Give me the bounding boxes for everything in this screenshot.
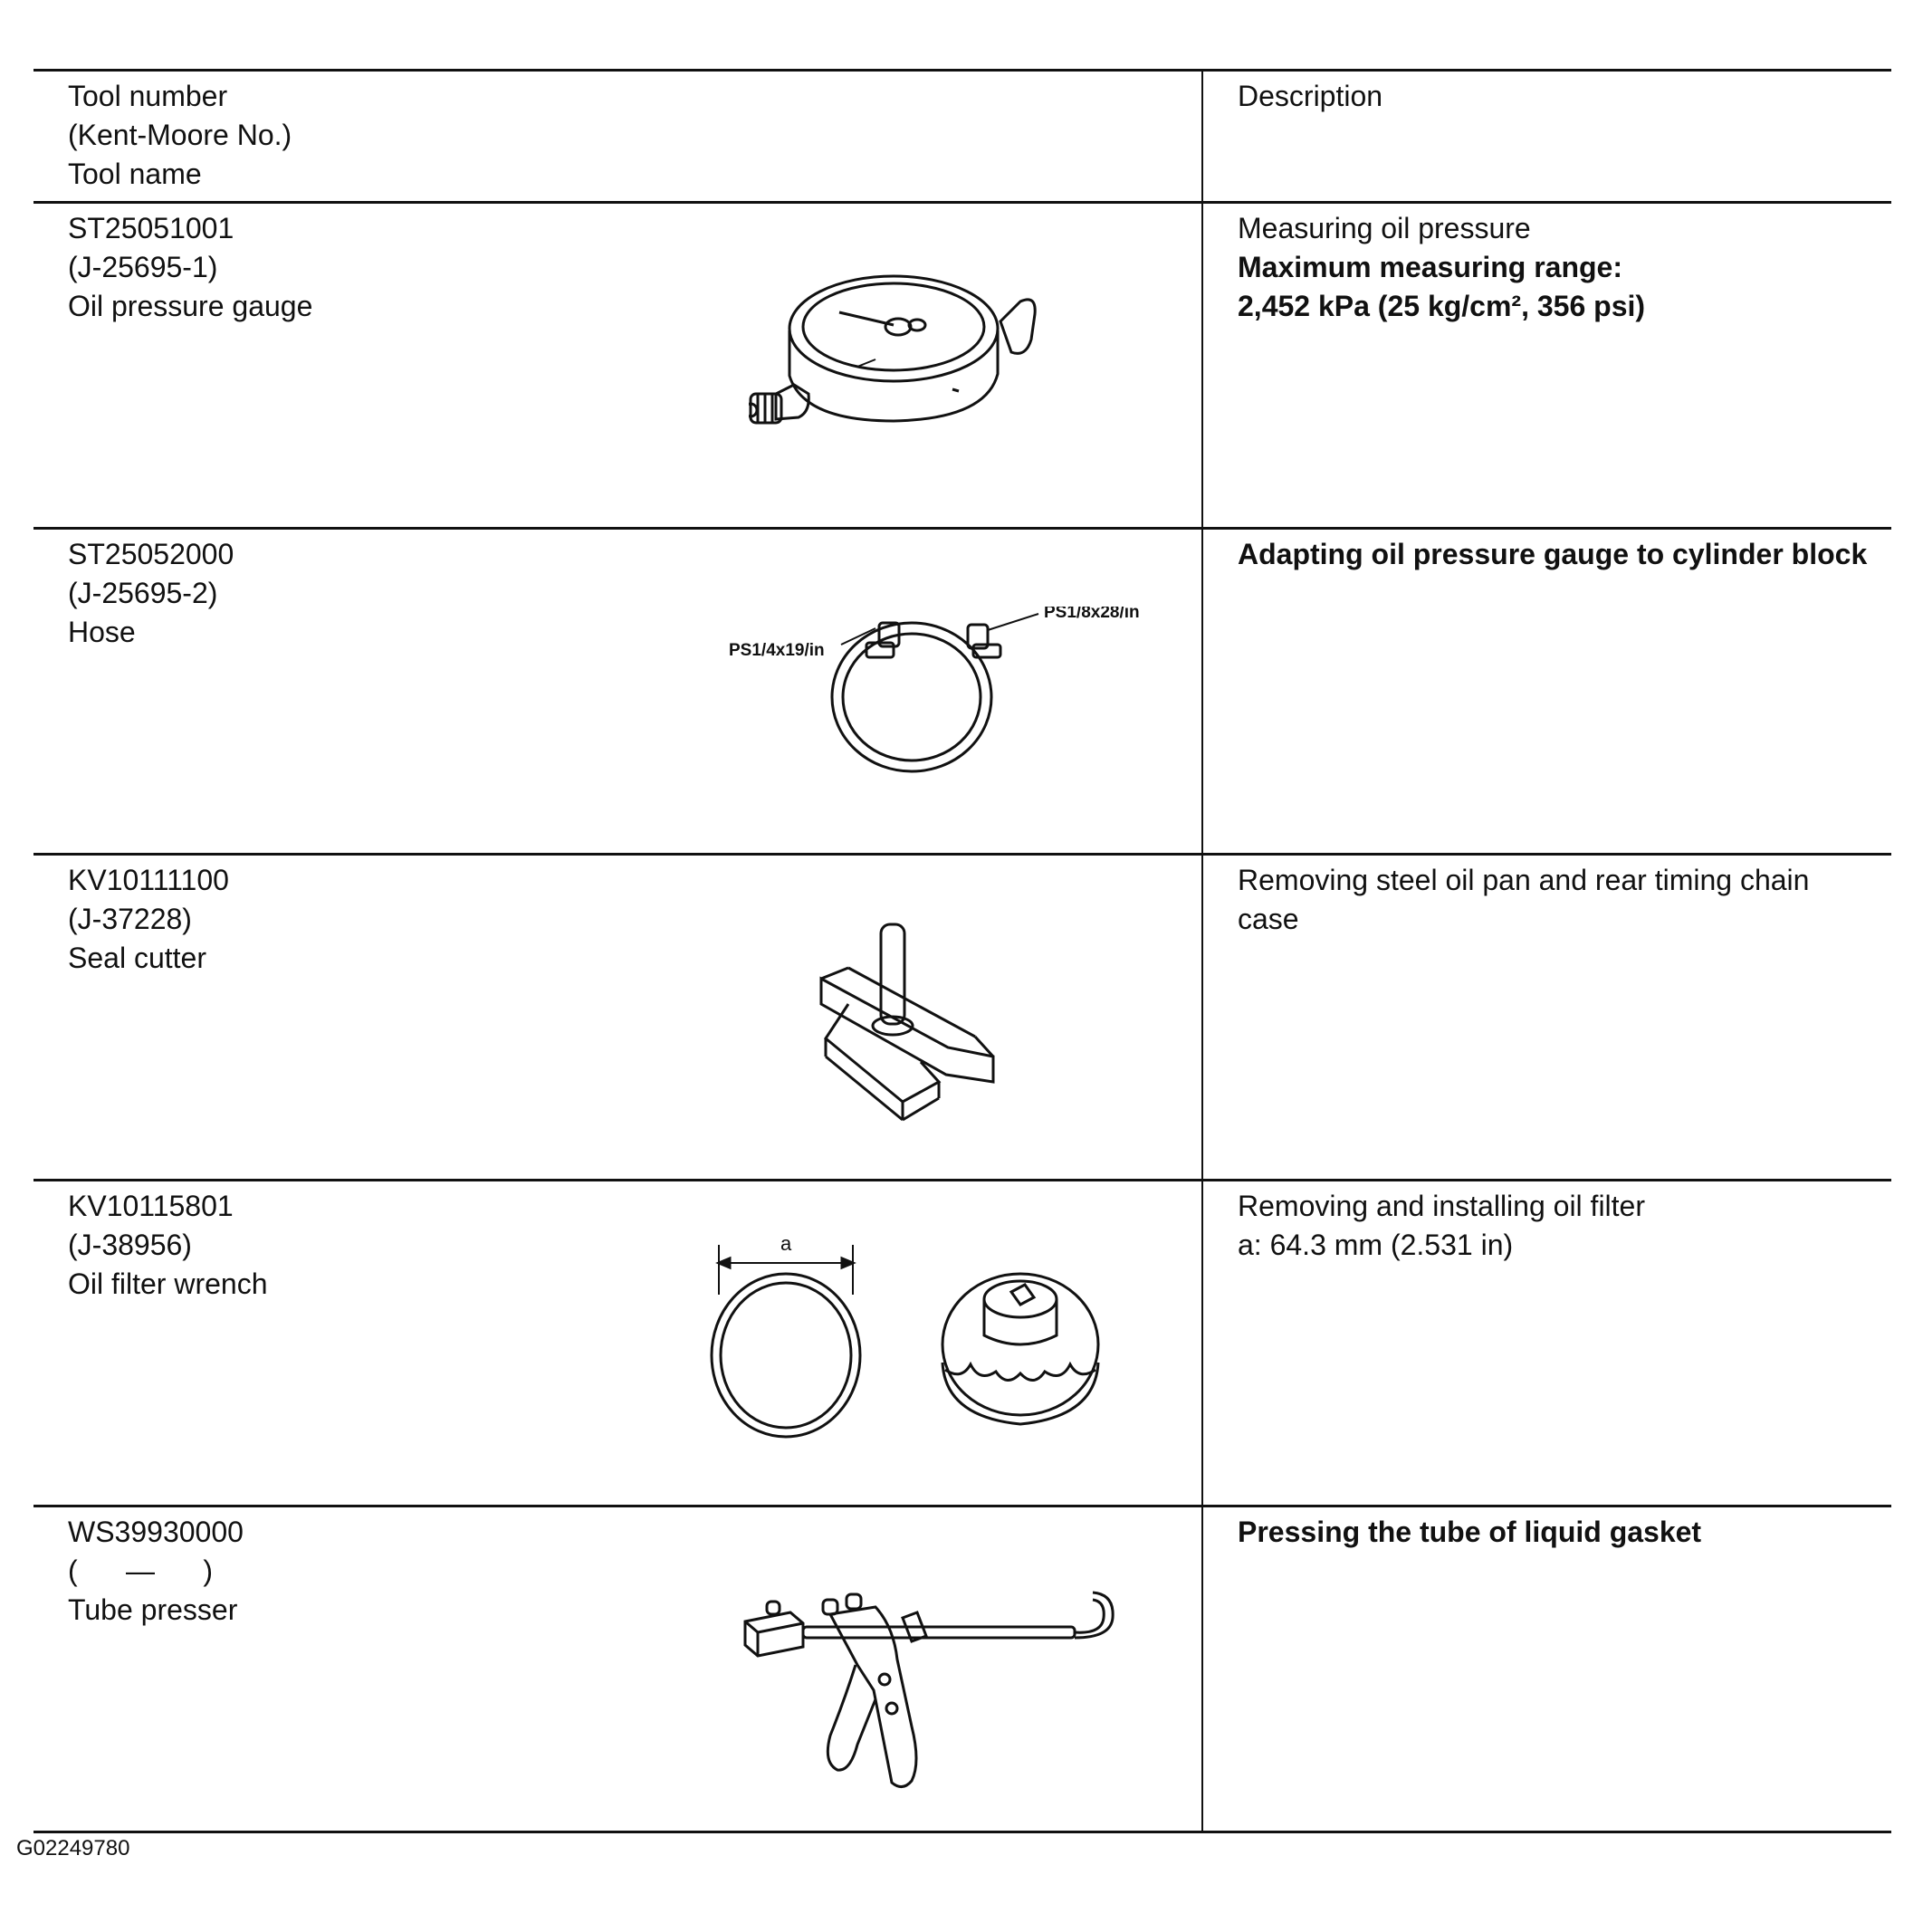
header-description: Description (1238, 80, 1383, 112)
description-bold-line: Pressing the tube of liquid gasket (1238, 1516, 1702, 1548)
kent-moore-number: ( — ) (68, 1554, 213, 1587)
special-service-tools-table (33, 69, 1891, 1833)
kent-moore-number: (J-25695-2) (68, 577, 218, 609)
description-cell (1202, 529, 1891, 855)
seal-cutter-illustration (812, 921, 1011, 1129)
header-description-cell (1202, 71, 1891, 203)
tool-name: Hose (68, 616, 136, 648)
table-row (33, 529, 1891, 855)
oil-filter-wrench-illustration (708, 1227, 1106, 1444)
tool-number: WS39930000 (68, 1516, 244, 1548)
hose-callout-right: PS1/8x28/in (1044, 607, 1140, 622)
description-cell (1202, 203, 1891, 529)
tool-number: KV10115801 (68, 1190, 234, 1222)
kent-moore-number: (J-25695-1) (68, 251, 218, 283)
tool-number: ST25051001 (68, 212, 234, 244)
description-line: Removing and installing oil filter (1238, 1190, 1645, 1222)
table-row (33, 1181, 1891, 1506)
tool-name: Seal cutter (68, 942, 206, 974)
dimension-a-label: a (780, 1232, 792, 1255)
hose-illustration (685, 607, 1156, 779)
oil-pressure-gauge-illustration (749, 258, 1093, 466)
table-header-row (33, 71, 1891, 203)
tube-presser-illustration (740, 1582, 1120, 1799)
table-row (33, 203, 1891, 529)
description-line: a: 64.3 mm (2.531 in) (1238, 1229, 1514, 1261)
special-service-tools-table-wrapper (33, 69, 1891, 1833)
tool-cell (33, 855, 1202, 1181)
table-row (33, 1506, 1891, 1832)
header-tool-name: Tool name (68, 158, 202, 190)
tool-cell (33, 203, 1202, 529)
description-line: Removing steel oil pan and rear timing chain case (1238, 864, 1810, 935)
header-kent-moore: (Kent-Moore No.) (68, 119, 292, 151)
header-tool-number: Tool number (68, 80, 228, 112)
tool-name: Oil pressure gauge (68, 290, 313, 322)
description-bold-line: 2,452 kPa (25 kg/cm², 356 psi) (1238, 290, 1646, 322)
description-cell (1202, 1506, 1891, 1832)
kent-moore-number: (J-38956) (68, 1229, 192, 1261)
tool-name: Oil filter wrench (68, 1267, 268, 1300)
tool-number: KV10111100 (68, 864, 229, 896)
hose-callout-left: PS1/4x19/in (729, 641, 825, 660)
tool-number: ST25052000 (68, 538, 234, 570)
description-bold-line: Adapting oil pressure gauge to cylinder block (1238, 538, 1868, 570)
tool-name: Tube presser (68, 1593, 238, 1626)
table-row (33, 855, 1891, 1181)
tool-cell (33, 1181, 1202, 1506)
description-line: Measuring oil pressure (1238, 212, 1531, 244)
description-cell (1202, 1181, 1891, 1506)
tool-cell (33, 529, 1202, 855)
header-tool-cell (33, 71, 1202, 203)
description-bold-line: Maximum measuring range: (1238, 251, 1622, 283)
tool-cell (33, 1506, 1202, 1832)
kent-moore-number: (J-37228) (68, 903, 192, 935)
description-cell (1202, 855, 1891, 1181)
figure-code: G02249780 (16, 1836, 130, 1860)
